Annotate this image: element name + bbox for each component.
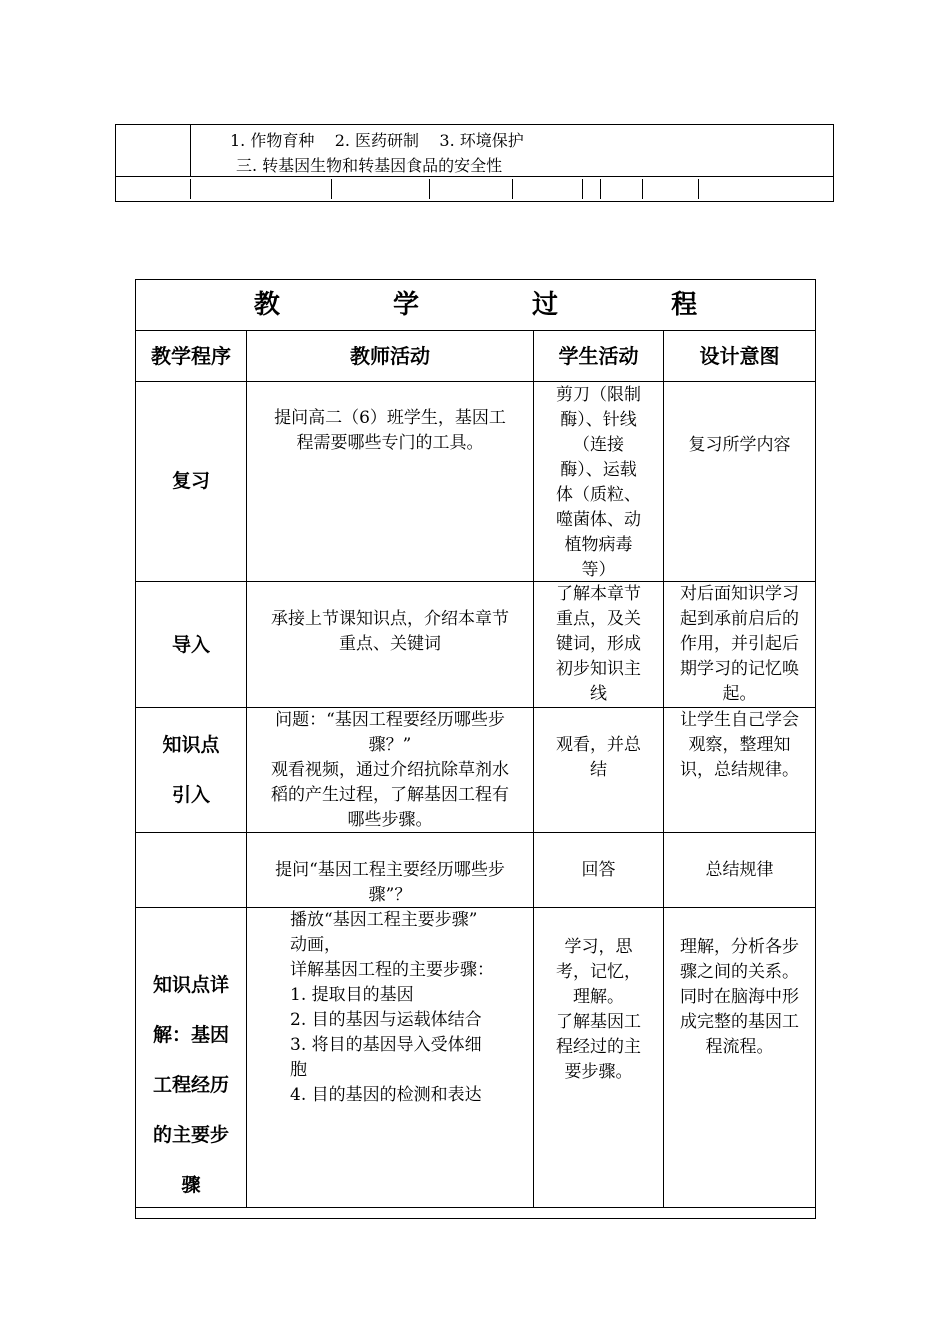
table-title — [136, 280, 815, 330]
application-list: 1. 作物育种 2. 医药研制 3. 环境保护 — [230, 131, 524, 150]
student-activity-introduction — [534, 582, 663, 707]
text-line: 骤”？ — [368, 885, 412, 905]
text-line: 考，记忆， — [556, 962, 641, 982]
teacher-activity-knowledge-introduction — [247, 708, 533, 833]
text-line: 回答 — [581, 860, 616, 880]
text-line: 程经过的主 — [556, 1037, 641, 1057]
text-line: 观看视频，通过介绍抗除草剂水 — [271, 760, 509, 780]
stage-line: 解：基因 — [152, 1024, 229, 1046]
student-activity-review — [534, 383, 663, 583]
section-heading-safety: 三. 转基因生物和转基因食品的安全性 — [236, 156, 503, 175]
header-student-activity: 学生活动 — [558, 343, 639, 368]
text-line: 噬菌体、动 — [556, 510, 641, 530]
text-line: 了解本章节 — [556, 584, 641, 604]
stage-knowledge-introduction — [136, 720, 246, 820]
stage-line: 的主要步 — [152, 1124, 229, 1146]
text-line: 酶）、针线 — [560, 410, 637, 430]
empty-cell-strip — [116, 177, 833, 201]
text-line: 同时在脑海中形 — [680, 987, 799, 1007]
text-line: 重点，及关 — [556, 609, 641, 629]
text-line: 要步骤。 — [564, 1062, 633, 1082]
text-line: 植物病毒 — [564, 535, 633, 555]
stage-review — [136, 382, 246, 581]
previous-table-fragment — [115, 124, 834, 202]
text-line: 稻的产生过程，了解基因工程有 — [271, 785, 509, 805]
text-line: 观察，整理知 — [688, 735, 791, 755]
stage-line: 导入 — [171, 634, 210, 656]
stage-line: 知识点 — [162, 734, 220, 756]
text-line: 详解基因工程的主要步骤： — [290, 960, 494, 980]
text-line: 对后面知识学习 — [680, 584, 799, 604]
text-line: 承接上节课知识点，介绍本章节 — [271, 609, 509, 629]
text-line: 起到承前启后的 — [680, 609, 799, 629]
teaching-process-table — [135, 279, 816, 1219]
design-intent-summary-question — [664, 858, 815, 883]
text-line: 重点、关键词 — [339, 634, 441, 654]
teacher-activity-introduction — [247, 607, 533, 657]
text-line: 哪些步骤。 — [347, 810, 433, 830]
text-line: 了解基因工 — [556, 1012, 641, 1032]
teacher-activity-knowledge-detail — [290, 908, 530, 1108]
stage-line: 骤 — [181, 1174, 201, 1196]
design-intent-introduction — [664, 582, 815, 707]
stage-line: 复习 — [171, 470, 210, 492]
text-line: 结 — [590, 760, 607, 780]
text-line: 期学习的记忆唤 — [680, 659, 799, 679]
text-line: 初步知识主 — [556, 659, 641, 679]
text-line: 总结规律 — [705, 860, 774, 880]
text-line: 观看，并总 — [556, 735, 641, 755]
student-activity-knowledge-detail — [534, 935, 663, 1085]
teacher-activity-summary-question — [247, 858, 533, 908]
text-line: 问题：“基因工程要经历哪些步 — [275, 710, 505, 730]
text-line: 识，总结规律。 — [680, 760, 799, 780]
header-teacher-activity: 教师活动 — [350, 343, 430, 368]
text-line: 复习所学内容 — [688, 435, 791, 455]
student-activity-knowledge-introduction — [534, 733, 663, 783]
text-line: 体（质粒、 — [556, 485, 641, 505]
text-line: 骤？” — [368, 735, 412, 755]
design-intent-knowledge-introduction — [664, 708, 815, 783]
list-item: 胞 — [290, 1060, 307, 1080]
text-line: 线 — [590, 684, 607, 704]
text-line: 程需要哪些专门的工具。 — [296, 433, 484, 453]
text-line: 动画， — [290, 935, 341, 955]
list-item: 2. 目的基因与运载体结合 — [290, 1010, 482, 1030]
text-line: 理解。 — [573, 987, 624, 1007]
text-line: （连接 — [573, 435, 624, 455]
text-line: 起。 — [722, 684, 757, 704]
text-line: 学习，思 — [564, 937, 633, 957]
text-line: 剪刀（限制 — [556, 385, 641, 405]
stage-line: 引入 — [171, 784, 210, 806]
design-intent-review — [664, 433, 815, 458]
text-line: 键词，形成 — [556, 634, 641, 654]
text-line: 酶）、运载 — [560, 460, 637, 480]
text-line: 作用，并引起后 — [680, 634, 799, 654]
stage-line: 工程经历 — [152, 1074, 229, 1096]
text-line: 提问“基因工程主要经历哪些步 — [275, 860, 505, 880]
teacher-activity-review — [247, 406, 533, 456]
title-text: 教 学 过 程 — [253, 289, 750, 320]
student-activity-summary-question — [534, 858, 663, 883]
text-line: 理解，分析各步 — [680, 937, 799, 957]
header-design-intent: 设计意图 — [699, 343, 780, 368]
text-line: 提问高二（6）班学生，基因工 — [274, 408, 506, 428]
header-stage: 教学程序 — [151, 343, 231, 368]
list-item: 4. 目的基因的检测和表达 — [290, 1085, 482, 1105]
stage-knowledge-detail — [136, 960, 246, 1210]
list-item: 3. 将目的基因导入受体细 — [290, 1035, 482, 1055]
text-line: 骤之间的关系。 — [680, 962, 799, 982]
column-divider — [190, 125, 191, 177]
stage-introduction — [136, 633, 246, 658]
text-line: 成完整的基因工 — [680, 1012, 799, 1032]
text-line: 等） — [581, 560, 616, 580]
design-intent-knowledge-detail — [664, 935, 815, 1060]
text-line: 让学生自己学会 — [680, 710, 799, 730]
stage-line: 知识点详 — [152, 974, 229, 996]
text-line: 程流程。 — [705, 1037, 774, 1057]
text-line: 播放“基因工程主要步骤” — [290, 910, 478, 930]
list-item: 1. 提取目的基因 — [290, 985, 414, 1005]
